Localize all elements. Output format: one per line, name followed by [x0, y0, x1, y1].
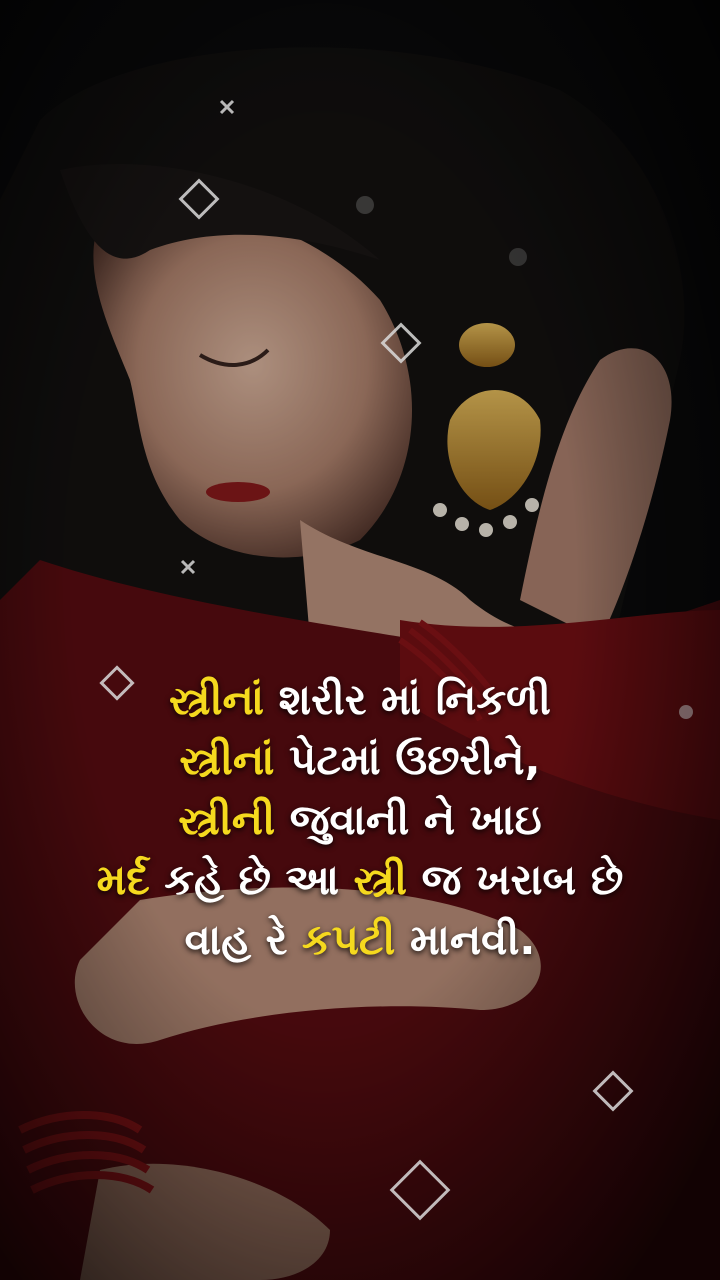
quote-line-3: [0, 790, 720, 850]
quote-highlight: કપટી: [301, 915, 396, 964]
sparkle-dot-icon: [356, 196, 374, 214]
quote-highlight: સ્ત્રીનાં: [179, 735, 275, 784]
quote-text: કહે છે આ: [149, 855, 354, 904]
quote-block: [0, 670, 720, 970]
quote-line-2: [0, 730, 720, 790]
sparkle-dot-icon: [509, 248, 527, 266]
quote-highlight: સ્ત્રીનાં: [169, 675, 265, 724]
quote-text: માનવી.: [395, 915, 536, 964]
quote-highlight: સ્ત્રીની: [178, 795, 276, 844]
quote-text: શરીર માં નિકળી: [264, 675, 551, 724]
quote-highlight: સ્ત્રી: [353, 855, 408, 904]
quote-text: વાહ રે: [184, 915, 302, 964]
quote-line-4: [0, 850, 720, 910]
quote-line-5: [0, 910, 720, 970]
quote-text: જ ખરાબ છે: [407, 855, 624, 904]
quote-highlight: મર્દ: [96, 855, 150, 904]
quote-text: જુવાની ને ખાઇ: [275, 795, 542, 844]
quote-text: પેટમાં ઉછરીને,: [274, 735, 541, 784]
quote-line-1: [0, 670, 720, 730]
